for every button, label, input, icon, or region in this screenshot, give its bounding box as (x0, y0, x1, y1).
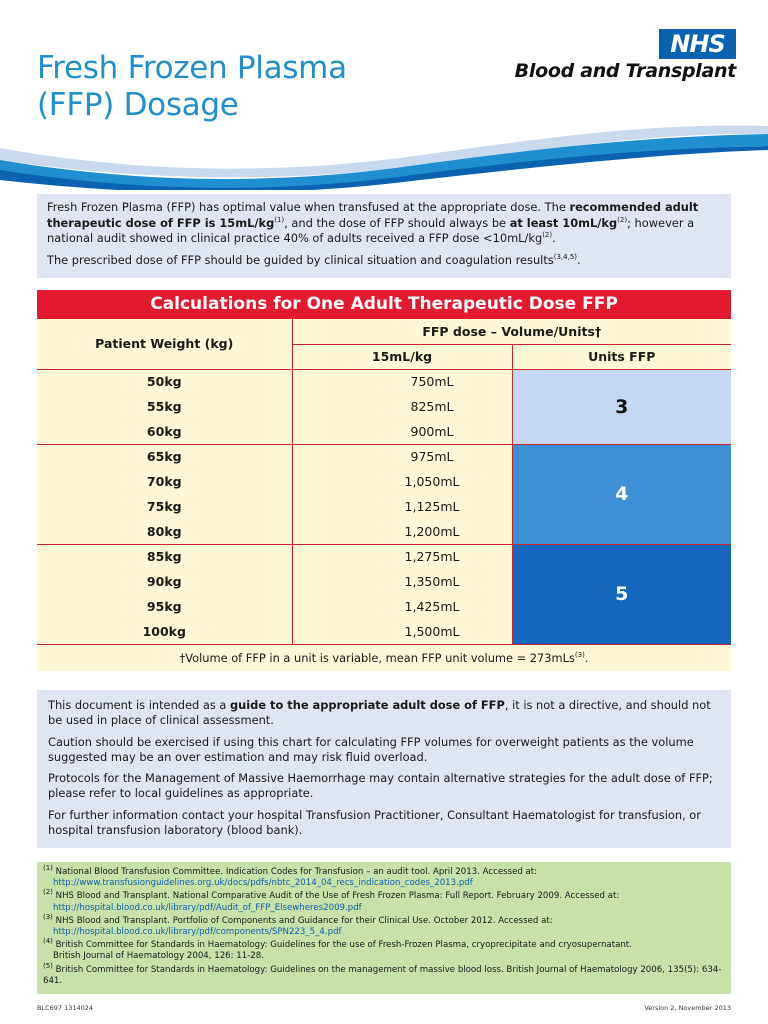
intro-box (37, 194, 731, 278)
intro-paragraph-1 (47, 200, 721, 247)
volume-cell: 1,200mL (292, 519, 512, 544)
guide-paragraph-2: Caution should be exercised if using this chart for calculating FFP volumes for overweight patients as the volume suggested may be an over estimation and may risk fluid overload. (48, 734, 694, 764)
weight-cell: 80kg (146, 523, 182, 539)
minimum-dose-text: at least 10mL/kg (509, 215, 618, 230)
units-cell: 5 (512, 544, 731, 644)
weight-cell: 100kg (142, 624, 186, 639)
weight-cell: 95kg (146, 599, 182, 614)
calc-title: Calculations for One Adult Therapeutic Dose FFP (37, 290, 731, 319)
volume-cell: 975mL (292, 444, 512, 469)
reference-number: (1) (43, 864, 53, 873)
weight-cell: 90kg (146, 574, 182, 589)
text: The prescribed dose of FFP should be guided by clinical situation and coagulation results (47, 252, 554, 267)
col-header-weight: Patient Weight (kg) (95, 336, 234, 352)
text: †Volume of FFP in a unit is variable, mean FFP unit volume = 273mLs (179, 651, 575, 665)
citation: (1) (274, 215, 285, 224)
reference-text: NHS Blood and Transplant. National Comparative Audit of the Use of Fresh Frozen Plasma: Full Report. February 2009. Accessed at: (55, 891, 620, 902)
brand-name: Blood and Transplant (514, 60, 736, 82)
page-title (37, 50, 347, 124)
table-row (37, 369, 731, 394)
title-line-1: Fresh Frozen Plasma (37, 50, 347, 86)
guidance-box (37, 690, 731, 848)
reference-text-cont: British Journal of Haematology 2004, 126: 11-28. (53, 951, 264, 962)
recommended-dose-text: recommended adult therapeutic dose of FFP is 15mL/kg (47, 200, 699, 230)
text: ; however a national audit showed in clinical practice 40% of adults received a FFP dose <10mL/kg (47, 215, 695, 245)
reference-link[interactable]: http://hospital.blood.co.uk/library/pdf/components/SPN223_5_4.pdf (53, 927, 342, 938)
references-box (37, 862, 731, 994)
guide-emphasis: guide to the appropriate adult dose of FFP (230, 698, 505, 712)
reference-link[interactable]: http://hospital.blood.co.uk/library/pdf/Audit_of_FFP_Elsewheres2009.pdf (53, 902, 362, 913)
weight-cell: 75kg (146, 499, 182, 514)
text: . (552, 231, 556, 245)
reference-number: (4) (43, 937, 53, 946)
header-wave-decoration (0, 120, 768, 190)
volume-cell: 1,425mL (292, 594, 512, 619)
intro-paragraph-2 (47, 253, 721, 269)
table-row (37, 544, 731, 569)
volume-cell: 1,275mL (292, 544, 512, 569)
reference-number: (5) (43, 961, 53, 970)
volume-cell: 1,125mL (292, 494, 512, 519)
volume-cell: 900mL (292, 419, 512, 444)
volume-cell: 1,050mL (292, 469, 512, 494)
col-header-dose: FFP dose – Volume/Units† (292, 319, 731, 344)
weight-cell: 50kg (37, 369, 292, 394)
text: This document is intended as a (48, 698, 231, 712)
dose-table (37, 319, 731, 644)
dose-calculation-section (37, 290, 731, 671)
reference-item (43, 912, 725, 938)
weight-cell: 85kg (37, 544, 292, 569)
version-note: Version 2, November 2013 (644, 1004, 731, 1012)
table-footnote (37, 644, 731, 671)
volume-cell: 1,500mL (292, 619, 512, 644)
reference-item (43, 864, 725, 889)
reference-item (43, 888, 725, 913)
citation: (2) (617, 215, 628, 224)
nhs-logo: NHS (659, 29, 736, 59)
reference-text: British Committee for Standards in Haematology: Guidelines for the use of Fresh-Frozen Plasma, cryoprecipitate and cryosupernatant. (55, 940, 632, 951)
units-cell: 3 (512, 369, 731, 444)
text: . (584, 651, 589, 665)
citation: (2) (542, 231, 553, 240)
reference-item (43, 961, 725, 987)
weight-cell: 60kg (146, 423, 182, 439)
guide-paragraph-1 (48, 698, 720, 729)
col-header-volume: 15mL/kg (292, 344, 512, 369)
title-line-2: (FFP) Dosage (37, 87, 239, 123)
citation: (3,4,5) (553, 252, 578, 261)
guide-paragraph-4: For further information contact your hospital Transfusion Practitioner, Consultant Haematologist for transfusion, or hospital transfusion laboratory (blood bank). (48, 807, 701, 838)
text: , it is not a directive, and should not be used in place of clinical assessment. (48, 698, 711, 728)
col-header-units: Units FFP (512, 344, 731, 369)
reference-link[interactable]: http://www.transfusionguidelines.org.uk/docs/pdfs/nbtc_2014_04_recs_indication_codes_2013.pdf (53, 878, 473, 889)
reference-text: NHS Blood and Transplant. Portfolio of Components and Guidance for their Clinical Use. October 2012. Accessed at: (55, 915, 553, 926)
reference-text: National Blood Transfusion Committee. Indication Codes for Transfusion – an audit tool. April 2013. Accessed at: (55, 867, 538, 877)
guide-paragraph-3: Protocols for the Management of Massive Haemorrhage may contain alternative strategies for the adult dose of FFP; please refer to local guidelines as appropriate. (48, 771, 713, 801)
reference-text: British Committee for Standards in Haematology: Guidelines on the management of massive blood loss. British Journal of Haematology 2006, 135(5): 634-641. (43, 964, 722, 986)
text: Fresh Frozen Plasma (FFP) has optimal value when transfused at the appropriate dose. The (47, 200, 570, 214)
volume-cell: 1,350mL (292, 569, 512, 594)
reference-item (43, 937, 725, 962)
reference-number: (3) (43, 912, 53, 921)
weight-cell: 55kg (146, 399, 182, 414)
reference-number: (2) (43, 888, 53, 897)
citation: (3) (574, 651, 585, 660)
document-code: BLC697 1314024 (37, 1004, 94, 1012)
volume-cell: 825mL (292, 394, 512, 419)
text: . (577, 252, 581, 267)
weight-cell: 65kg (37, 444, 292, 469)
table-row (37, 444, 731, 469)
units-cell: 4 (512, 444, 731, 544)
volume-cell: 750mL (292, 369, 512, 394)
text: , and the dose of FFP should always be (284, 215, 510, 230)
weight-cell: 70kg (146, 474, 182, 489)
